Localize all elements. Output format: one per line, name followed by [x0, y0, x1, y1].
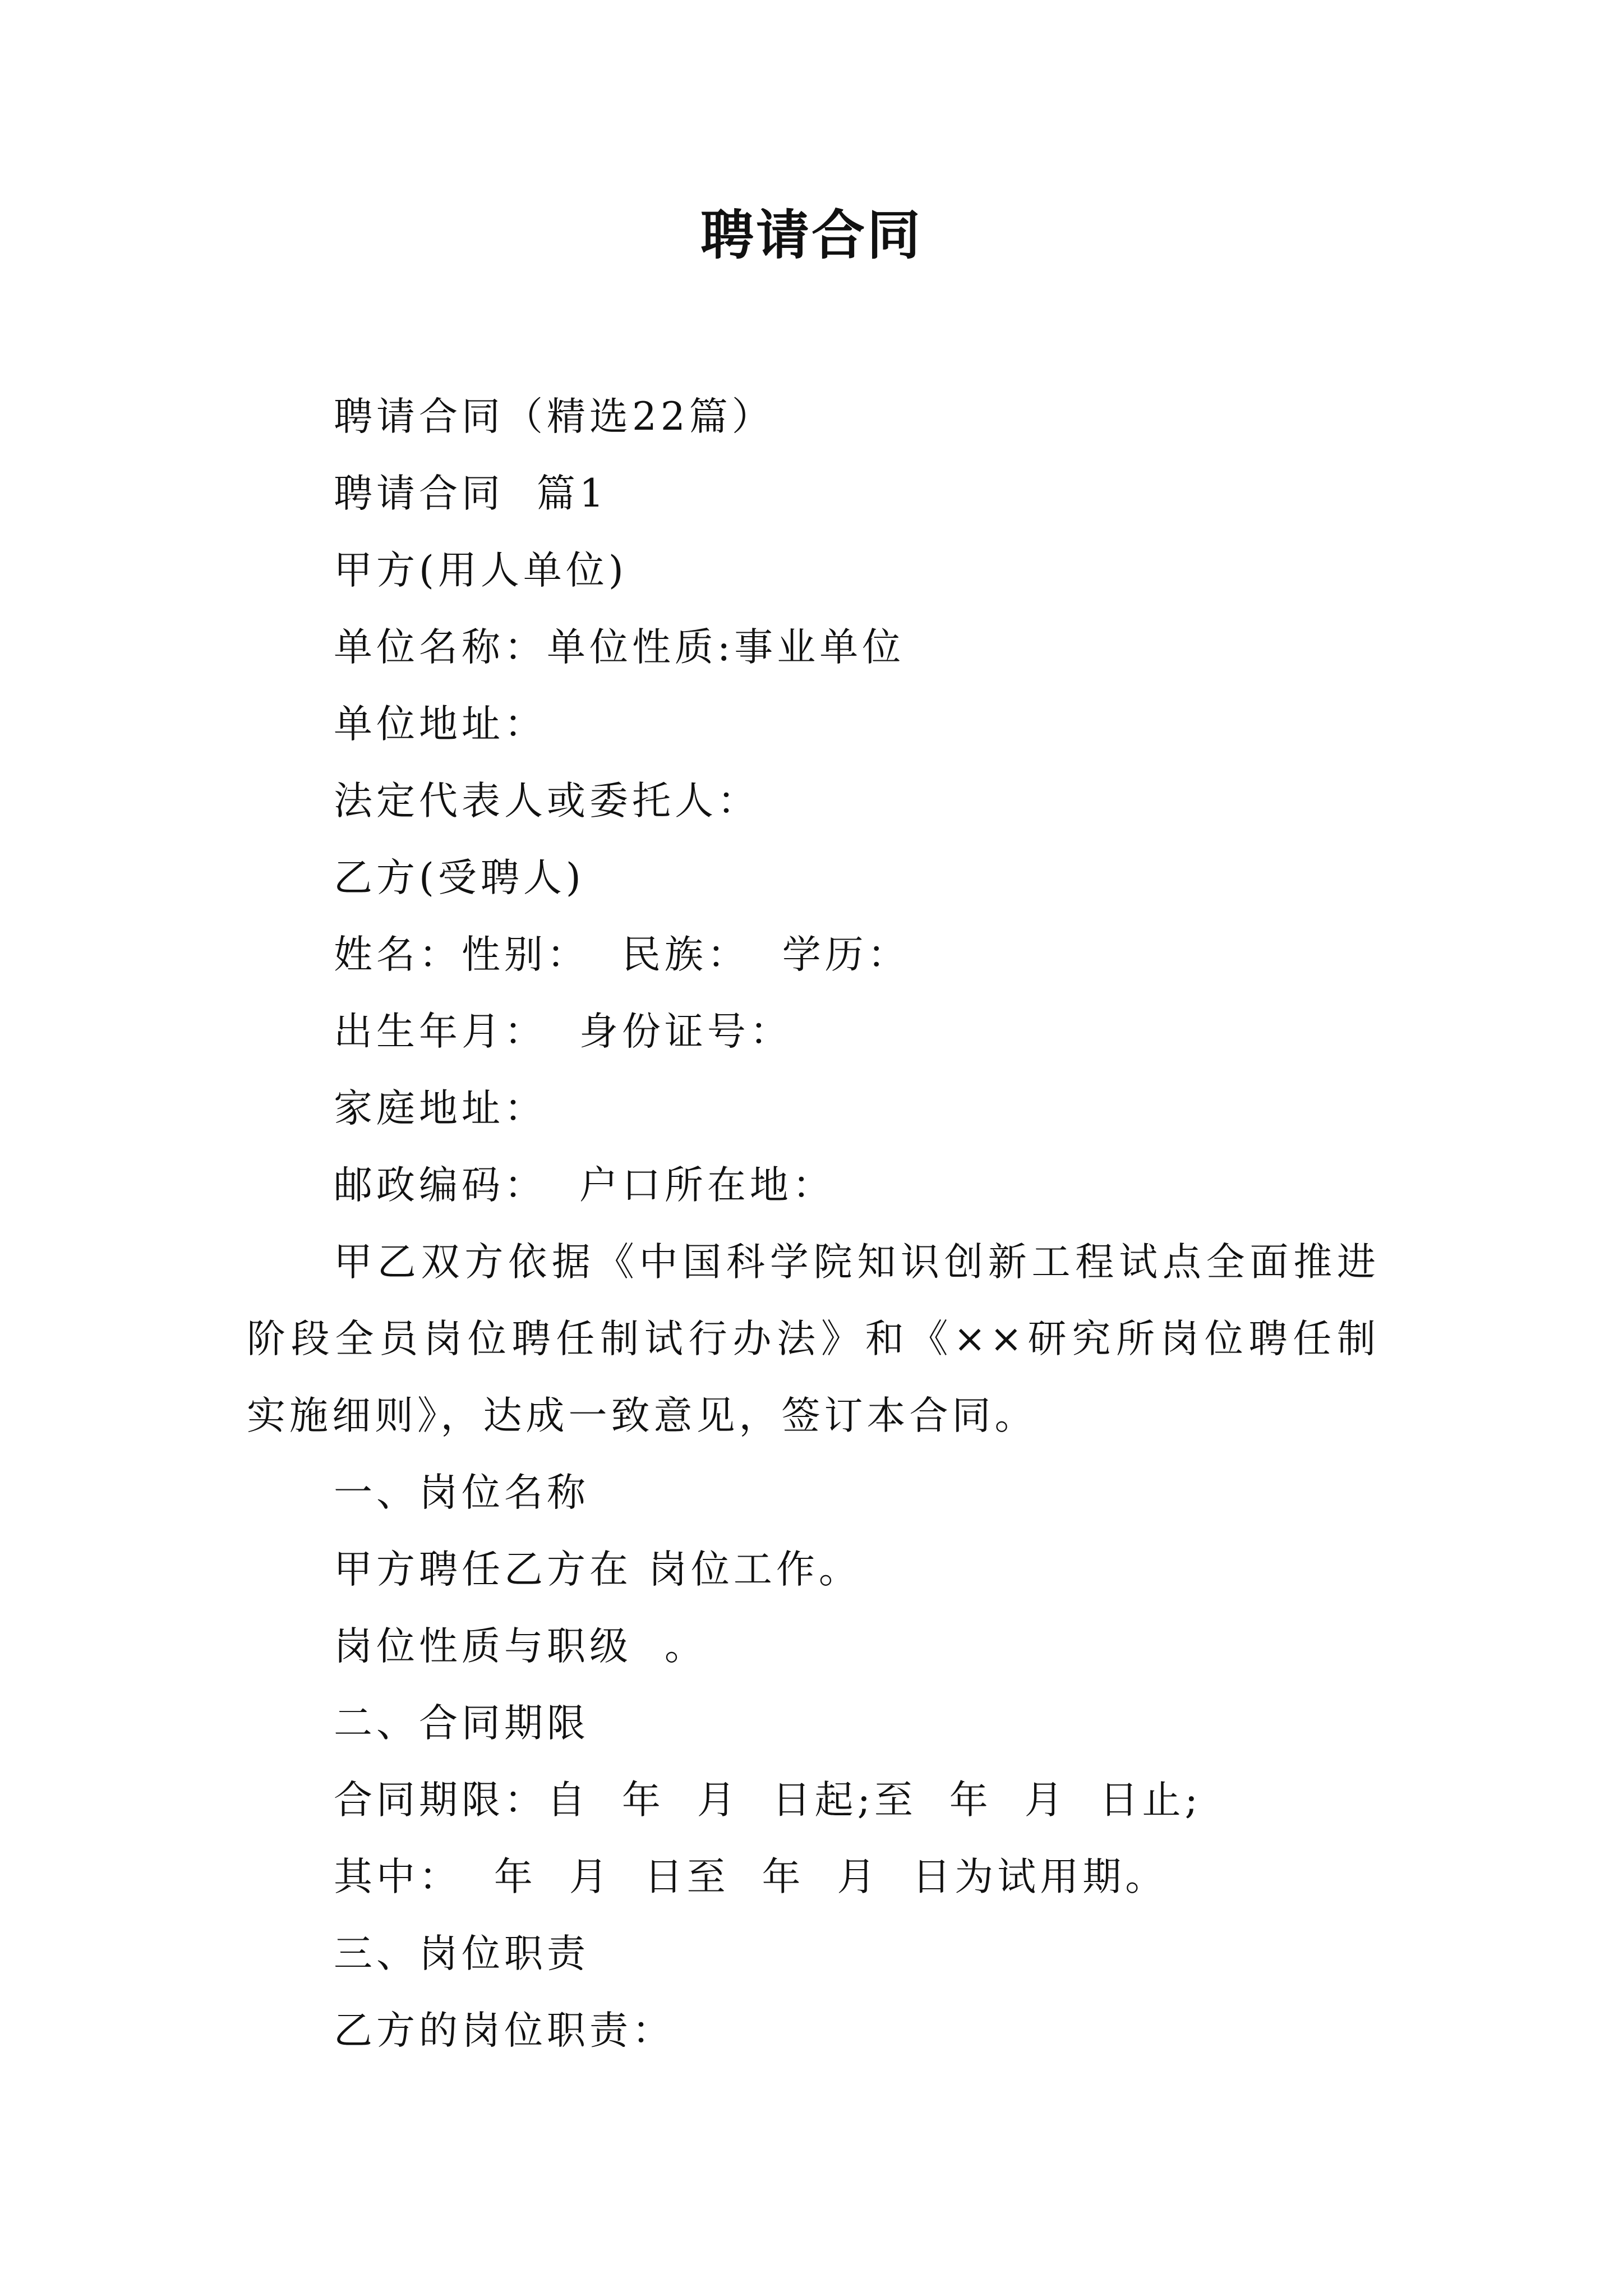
document-title: 聘请合同	[700, 204, 923, 266]
paragraph-legal-representative: 法定代表人或委托人：	[334, 779, 760, 823]
paragraph-heading-term: 二、合同期限	[334, 1701, 589, 1746]
paragraph-personal-info: 姓名：性别： 民族： 学历：	[334, 932, 910, 977]
paragraph-collection-heading: 聘请合同（精选22篇）	[334, 394, 774, 439]
paragraph-unit-name: 单位名称：单位性质:事业单位	[334, 625, 905, 670]
paragraph-party-a: 甲方(用人单位)	[334, 548, 628, 593]
paragraph-contract-term: 合同期限：自 年 月 日起;至 年 月 日止;	[334, 1778, 1202, 1823]
paragraph-unit-address: 单位地址：	[334, 702, 547, 747]
paragraph-position-assignment: 甲方聘任乙方在 岗位工作。	[334, 1547, 861, 1592]
paragraph-birth-id: 出生年月： 身份证号：	[334, 1009, 792, 1054]
paragraph-section-heading: 聘请合同 篇1	[334, 471, 608, 516]
paragraph-probation: 其中： 年 月 日至 年 月 日为试用期。	[334, 1855, 1168, 1899]
paragraph-party-b: 乙方(受聘人)	[334, 855, 585, 900]
document-body	[247, 379, 1380, 2069]
paragraph-agreement-basis: 甲乙双方依据《中国科学院知识创新工程试点全面推进阶段全员岗位聘任制试行办法》和《××研究所岗位聘任制实施细则》，达成一致意见，签订本合同。	[247, 1240, 1380, 1438]
paragraph-heading-position: 一、岗位名称	[334, 1470, 589, 1515]
paragraph-heading-duties: 三、岗位职责	[334, 1931, 589, 1976]
paragraph-position-level: 岗位性质与职级 。	[334, 1624, 707, 1669]
paragraph-home-address: 家庭地址：	[334, 1086, 547, 1131]
paragraph-postcode-residence: 邮政编码： 户口所在地：	[334, 1163, 835, 1208]
paragraph-duties: 乙方的岗位职责：	[334, 2008, 675, 2053]
